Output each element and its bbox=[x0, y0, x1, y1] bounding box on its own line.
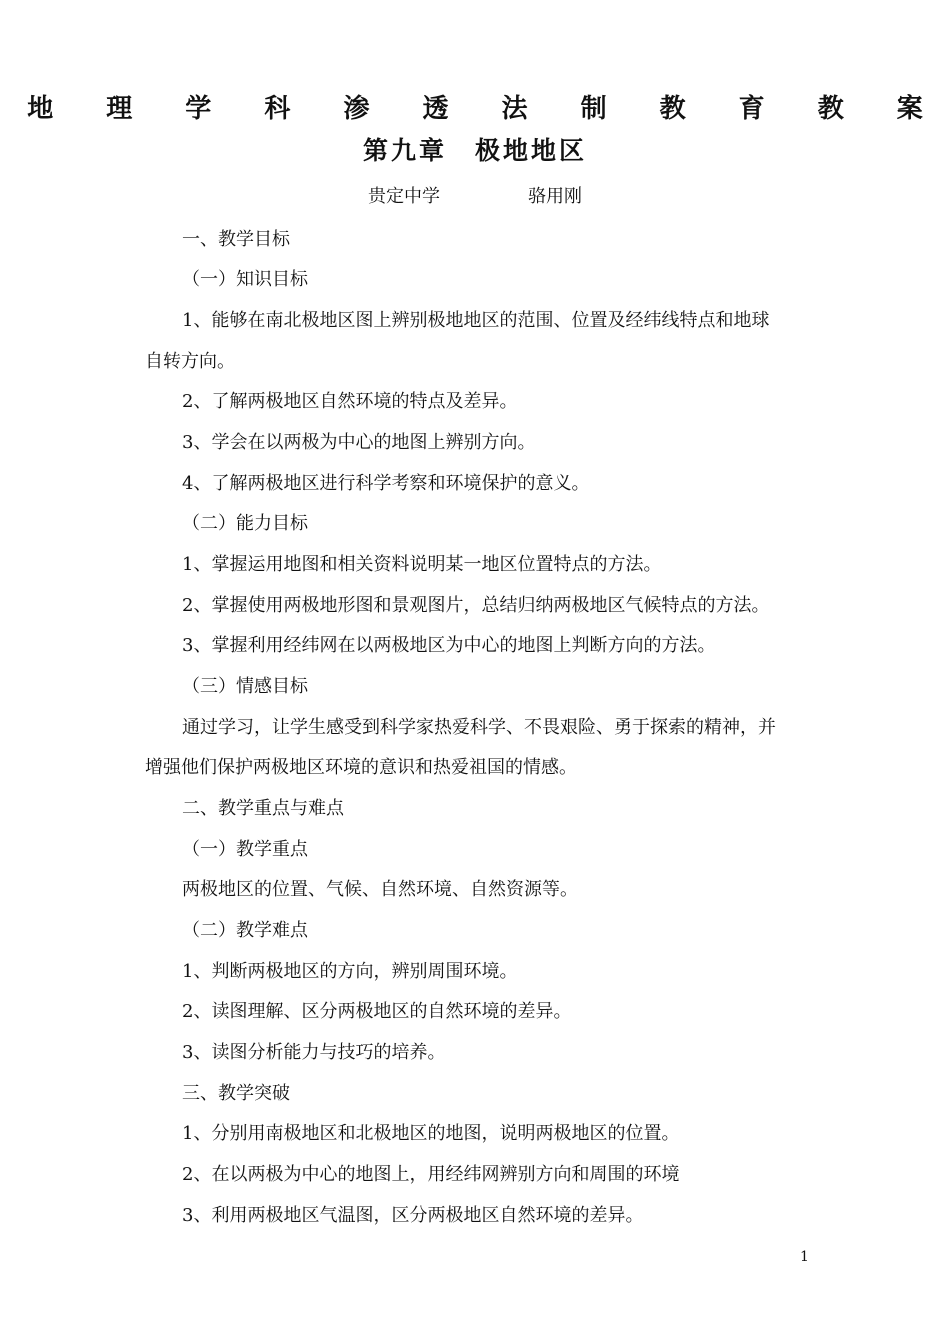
paragraph-line: 两极地区的位置、气候、自然环境、自然资源等。 bbox=[182, 879, 578, 900]
chapter-heading: 第九章 极地地区 bbox=[362, 136, 587, 165]
paragraph-line: 1、掌握运用地图和相关资料说明某一地区位置特点的方法。 bbox=[182, 554, 662, 575]
document-title: 地 理 学 科 渗 透 法 制 教 育 教 案 bbox=[27, 94, 945, 124]
paragraph-line: 通过学习，让学生感受到科学家热爱科学、不畏艰险、勇于探索的精神，并 bbox=[182, 717, 776, 738]
section-heading: 三、教学突破 bbox=[182, 1083, 290, 1104]
paragraph-line: 4、了解两极地区进行科学考察和环境保护的意义。 bbox=[182, 473, 590, 494]
paragraph-line: 自转方向。 bbox=[145, 351, 235, 372]
paragraph-line: 2、在以两极为中心的地图上，用经纬网辨别方向和周围的环境 bbox=[182, 1164, 680, 1185]
paragraph-line: 1、判断两极地区的方向，辨别周围环境。 bbox=[182, 961, 518, 982]
paragraph-line: 3、掌握利用经纬网在以两极地区为中心的地图上判断方向的方法。 bbox=[182, 635, 716, 656]
section-heading: 二、教学重点与难点 bbox=[182, 798, 344, 819]
school-name: 贵定中学 bbox=[368, 186, 440, 207]
subsection-heading: （二）能力目标 bbox=[182, 513, 308, 534]
subsection-heading: （二）教学难点 bbox=[182, 920, 308, 941]
subsection-heading: （一）教学重点 bbox=[182, 839, 308, 860]
paragraph-line: 1、分别用南极地区和北极地区的地图，说明两极地区的位置。 bbox=[182, 1123, 680, 1144]
paragraph-line: 2、掌握使用两极地形图和景观图片，总结归纳两极地区气候特点的方法。 bbox=[182, 595, 770, 616]
paragraph-line: 增强他们保护两极地区环境的意识和热爱祖国的情感。 bbox=[145, 757, 577, 778]
paragraph-line: 3、学会在以两极为中心的地图上辨别方向。 bbox=[182, 432, 536, 453]
paragraph-line: 3、利用两极地区气温图，区分两极地区自然环境的差异。 bbox=[182, 1205, 644, 1226]
section-heading: 一、教学目标 bbox=[182, 229, 290, 250]
page-number: 1 bbox=[800, 1249, 809, 1265]
paragraph-line: 2、了解两极地区自然环境的特点及差异。 bbox=[182, 391, 518, 412]
subsection-heading: （三）情感目标 bbox=[182, 676, 308, 697]
byline bbox=[0, 182, 950, 208]
paragraph-line: 2、读图理解、区分两极地区的自然环境的差异。 bbox=[182, 1001, 572, 1022]
paragraph-line: 1、能够在南北极地区图上辨别极地地区的范围、位置及经纬线特点和地球 bbox=[182, 310, 770, 331]
subsection-heading: （一）知识目标 bbox=[182, 269, 308, 290]
author-name: 骆用刚 bbox=[528, 186, 582, 207]
paragraph-line: 3、读图分析能力与技巧的培养。 bbox=[182, 1042, 446, 1063]
